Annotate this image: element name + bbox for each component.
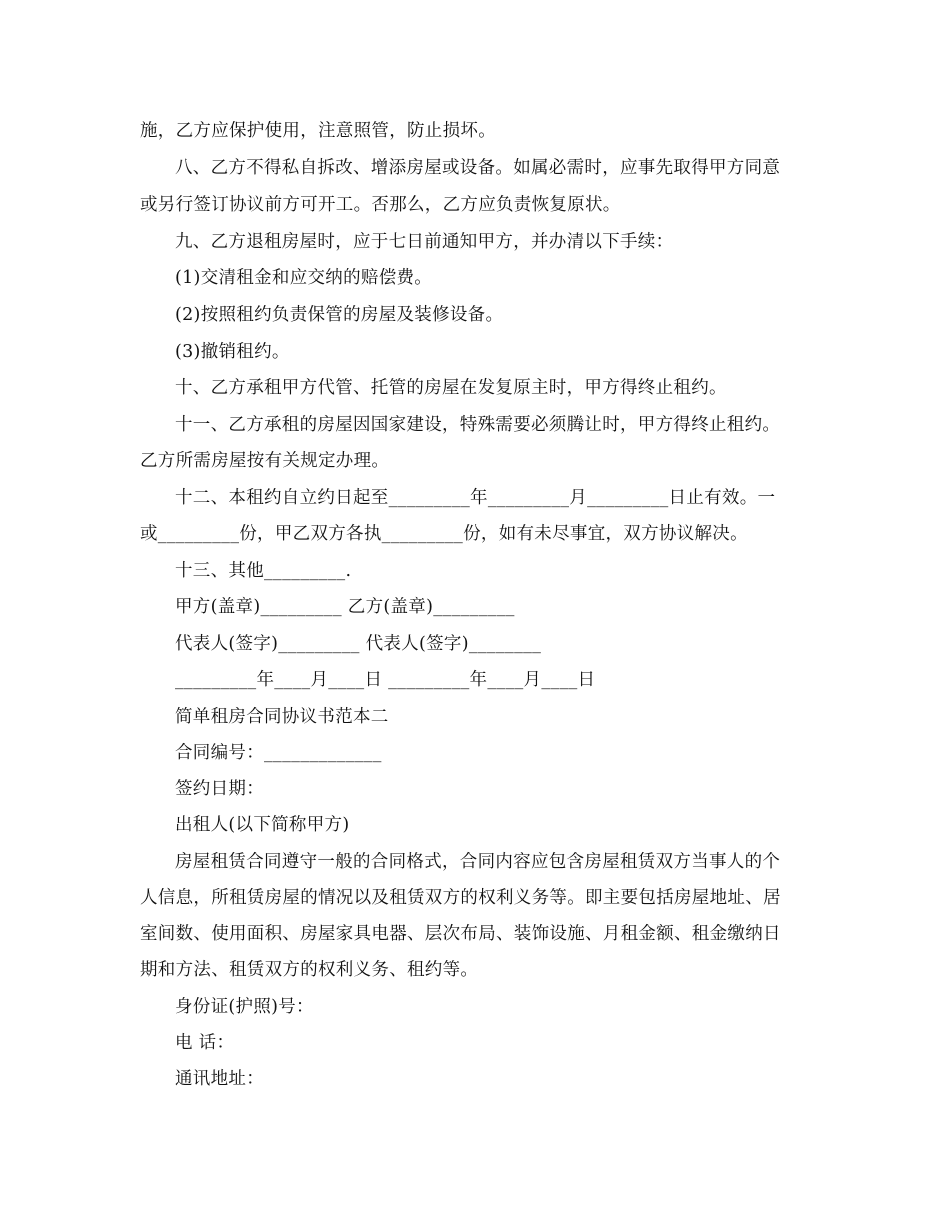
section-title: 简单租房合同协议书范本二	[175, 707, 389, 727]
text-line: 十一、乙方承租的房屋因国家建设，特殊需要必须腾让时，甲方得终止租约。	[175, 415, 781, 435]
text-line: (2)按照租约负责保管的房屋及装修设备。	[175, 305, 504, 325]
text-line: 乙方所需房屋按有关规定办理。	[140, 451, 390, 471]
signature-line-representative: 代表人(签字)_________ 代表人(签字)________	[175, 634, 542, 654]
text-line: 九、乙方退租房屋时，应于七日前通知甲方，并办清以下手续：	[175, 232, 674, 252]
text-line: 或另行签订协议前方可开工。否那么，乙方应负责恢复原状。	[140, 195, 621, 215]
text-line: 十、乙方承租甲方代管、托管的房屋在发复原主时，甲方得终止租约。	[175, 378, 727, 398]
sign-date-field: 签约日期：	[175, 779, 264, 799]
text-line: 八、乙方不得私自拆改、增添房屋或设备。如属必需时，应事先取得甲方同意	[175, 158, 781, 178]
text-line: 期和方法、租赁双方的权利义务、租约等。	[140, 960, 479, 980]
address-field: 通讯地址：	[175, 1069, 264, 1089]
lessor-label: 出租人(以下简称甲方)	[175, 815, 350, 835]
signature-line-date: _________年____月____日 _________年____月____日	[175, 670, 596, 690]
contract-number-field: 合同编号：_____________	[175, 743, 382, 763]
text-line: 人信息，所租赁房屋的情况以及租赁双方的权利义务等。即主要包括房屋地址、居	[140, 888, 781, 908]
signature-line-party: 甲方(盖章)_________ 乙方(盖章)_________	[175, 597, 515, 617]
text-line: (3)撤销租约。	[175, 342, 290, 362]
text-line: 室间数、使用面积、房屋家具电器、层次布局、装饰设施、月租金额、租金缴纳日	[140, 924, 781, 944]
id-number-field: 身份证(护照)号：	[175, 997, 314, 1017]
text-line: 或_________份，甲乙双方各执_________份，如有未尽事宜，双方协议解决。	[140, 524, 748, 544]
text-line: 房屋租赁合同遵守一般的合同格式，合同内容应包含房屋租赁双方当事人的个	[175, 852, 781, 872]
text-line: 十二、本租约自立约日起至_________年_________月_________日止有效。一	[175, 488, 776, 508]
text-line: 十三、其他_________.	[175, 561, 352, 581]
text-line: (1)交清租金和应交纳的赔偿费。	[175, 268, 433, 288]
text-line: 施，乙方应保护使用，注意照管，防止损坏。	[140, 121, 496, 141]
phone-field: 电 话：	[175, 1033, 235, 1053]
